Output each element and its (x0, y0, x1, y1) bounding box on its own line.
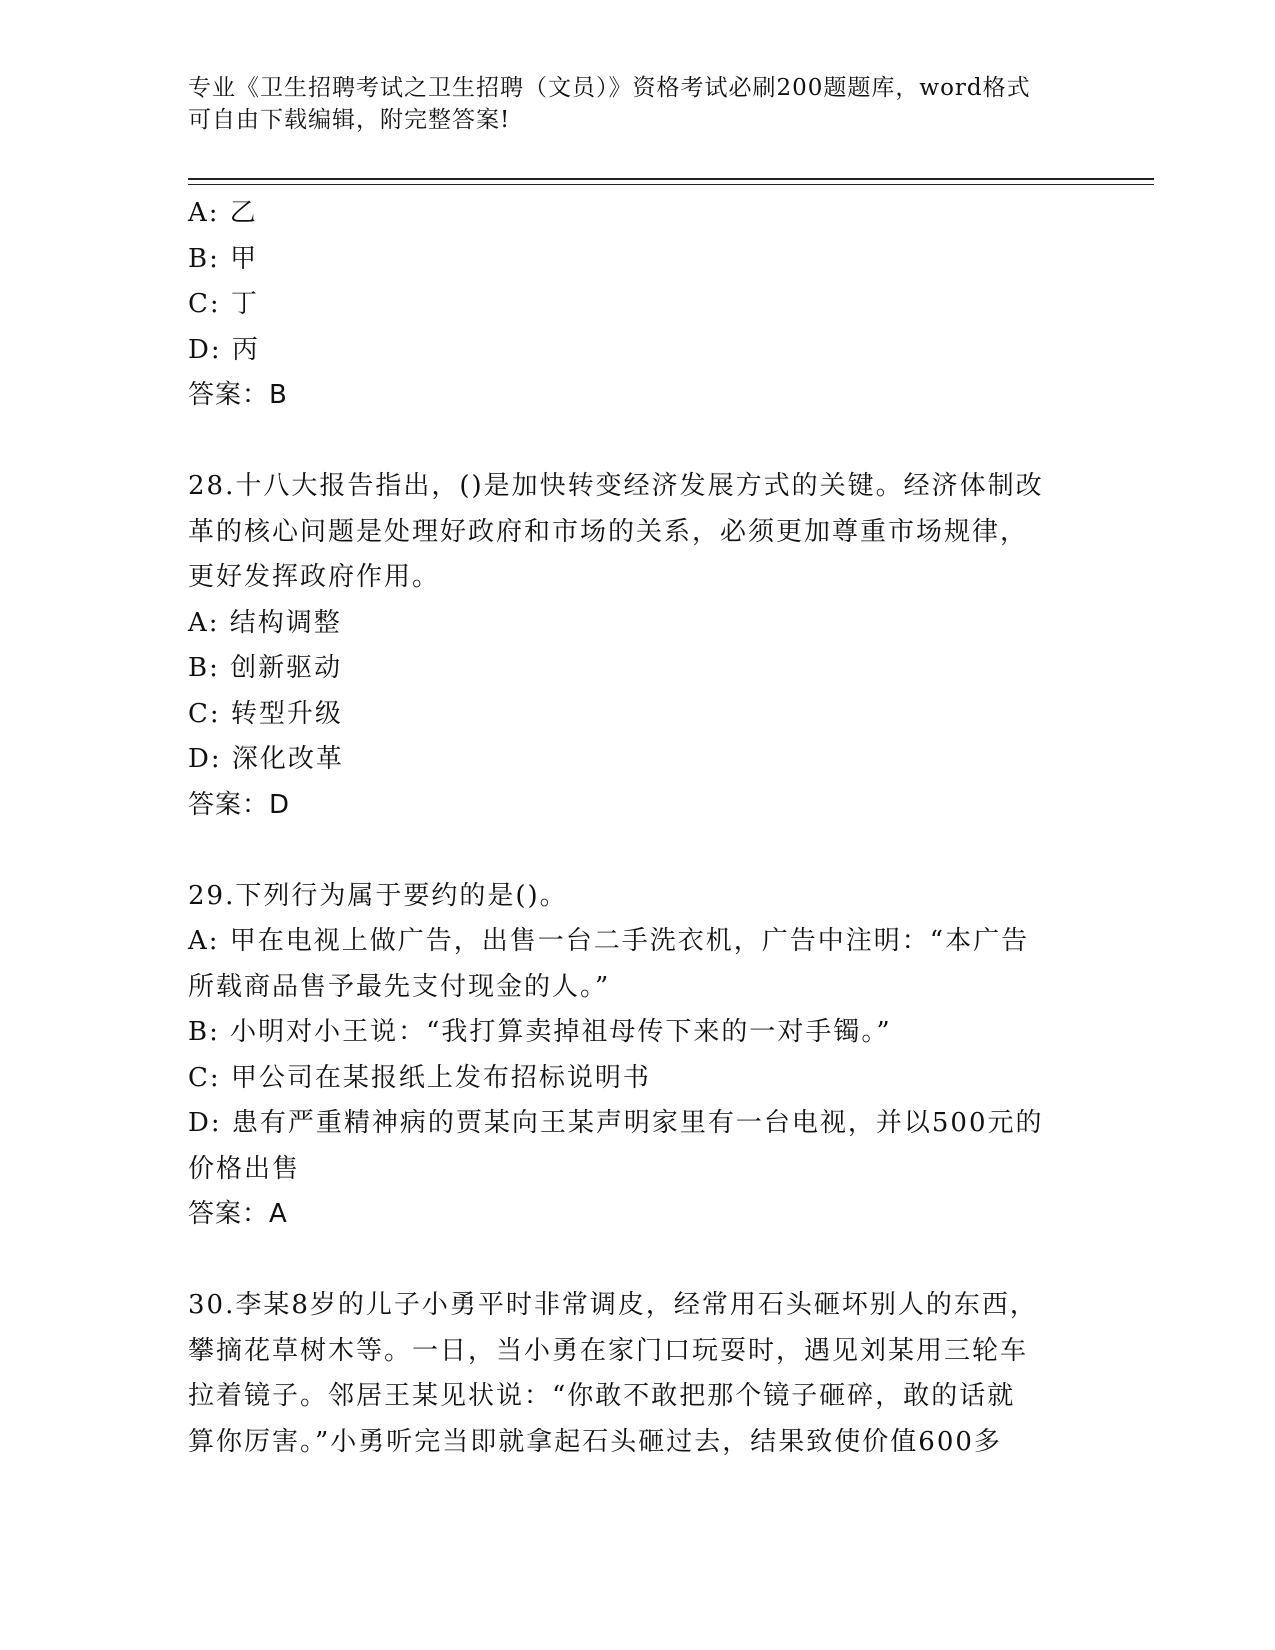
option-d: D: 深化改革 (188, 744, 344, 774)
question-list (188, 191, 1088, 1465)
question-stem: 29.下列行为属于要约的是()。 (188, 880, 568, 911)
option-d: D: 患有严重精神病的贾某向王某声明家里有一台电视，并以500元的 (188, 1108, 1044, 1138)
page-header (188, 72, 1108, 136)
question-stem: 拉着镜子。邻居王某见状说：“你敢不敢把那个镜子砸碎，敢的话就 (188, 1381, 1016, 1411)
question-29 (188, 874, 1088, 1238)
header-line: 可自由下载编辑，附完整答案! (188, 107, 511, 133)
option-c: C: 丁 (188, 289, 259, 319)
header-divider (188, 178, 1154, 185)
question-stem: 算你厉害。”小勇听完当即就拿起石头砸过去，结果致使价值600多 (188, 1426, 1002, 1457)
option-d-continued: 价格出售 (188, 1153, 301, 1184)
answer-line: 答案：D (188, 789, 291, 820)
option-b: B: 甲 (188, 243, 259, 274)
option-a: A: 乙 (188, 198, 258, 228)
question-28 (188, 464, 1088, 828)
option-b: B: 创新驱动 (188, 653, 343, 683)
question-stem: 革的核心问题是处理好政府和市场的关系，必须更加尊重市场规律， (188, 516, 1029, 547)
header-line: 专业《卫生招聘考试之卫生招聘（文员）》资格考试必刷200题题库，word格式 (188, 75, 1031, 101)
question-stem: 28.十八大报告指出，()是加快转变经济发展方式的关键。经济体制改 (188, 471, 1044, 501)
question-stem: 更好发挥政府作用。 (188, 562, 441, 592)
option-a: A: 结构调整 (188, 607, 342, 638)
question-27-tail (188, 191, 1088, 419)
question-stem: 30.李某8岁的儿子小勇平时非常调皮，经常用石头砸坏别人的东西， (188, 1290, 1038, 1320)
question-stem: 攀摘花草树木等。一日，当小勇在家门口玩耍时，遇见刘某用三轮车 (188, 1335, 1029, 1366)
option-b: B: 小明对小王说：“我打算卖掉祖母传下来的一对手镯。” (188, 1017, 892, 1047)
answer-line: 答案：A (188, 1199, 288, 1229)
option-c: C: 转型升级 (188, 698, 343, 729)
option-d: D: 丙 (188, 334, 260, 365)
option-c: C: 甲公司在某报纸上发布招标说明书 (188, 1062, 651, 1093)
question-30 (188, 1283, 1088, 1465)
option-a: A: 甲在电视上做广告，出售一台二手洗衣机，广告中注明：“本广告 (188, 926, 1030, 956)
option-a-continued: 所载商品售予最先支付现金的人。” (188, 971, 611, 1002)
answer-line: 答案：B (188, 380, 288, 410)
